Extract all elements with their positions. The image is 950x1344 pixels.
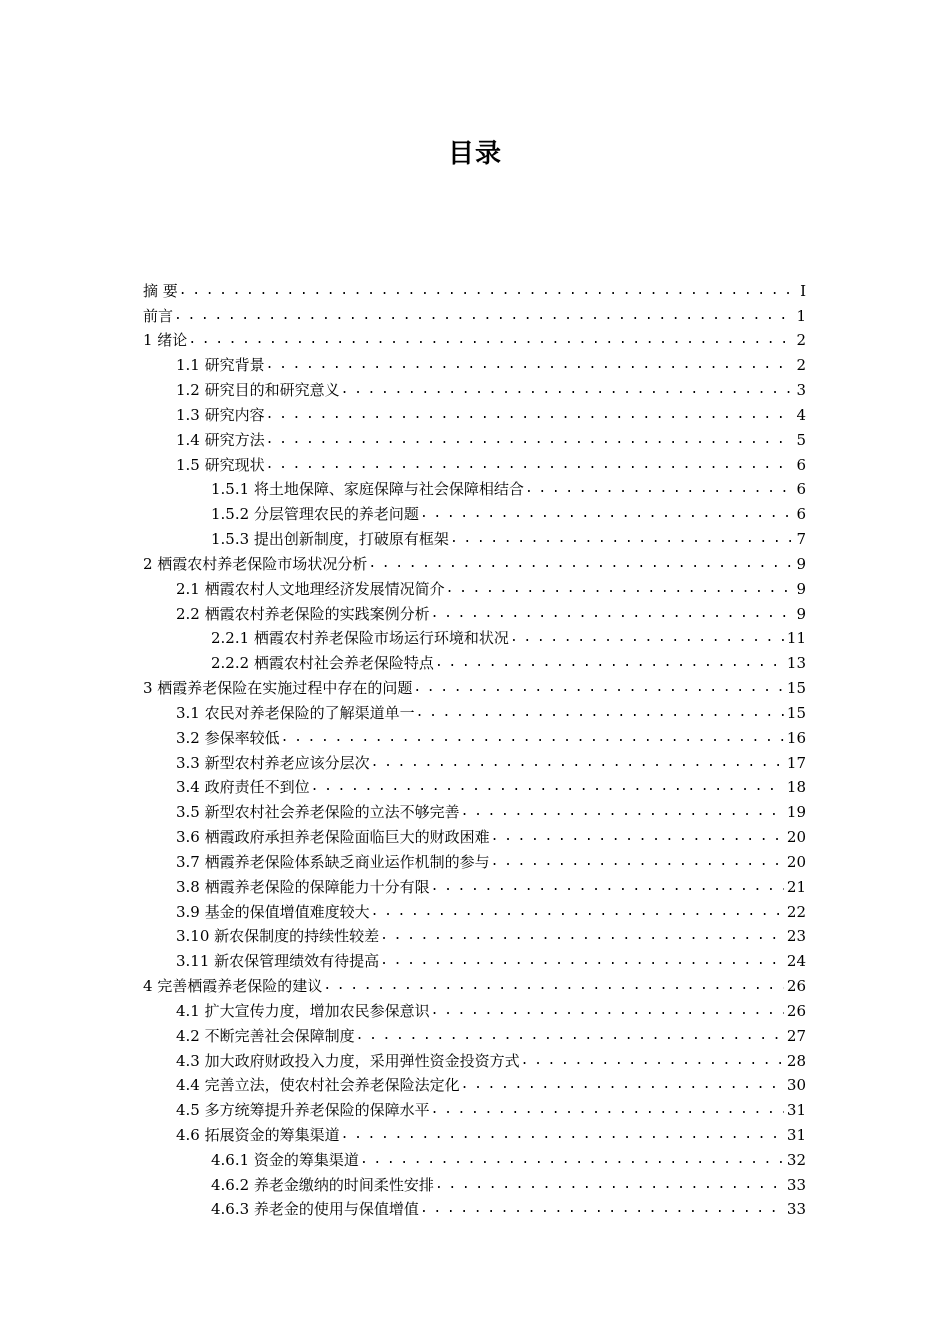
toc-entry-title: 1.5.2 分层管理农民的养老问题	[211, 505, 419, 524]
toc-entry[interactable]	[143, 822, 806, 847]
toc-entry[interactable]	[143, 1120, 806, 1145]
toc-entry-title: 1.3 研究内容	[176, 405, 265, 424]
toc-dot-leader	[174, 306, 793, 326]
toc-entry-page: 23	[786, 927, 806, 946]
toc-entry-page: 7	[796, 530, 806, 549]
toc-dot-leader	[446, 579, 794, 599]
toc-entry-page: I	[800, 281, 806, 300]
toc-entry[interactable]	[143, 723, 806, 748]
toc-entry[interactable]	[143, 773, 806, 798]
toc-entry[interactable]	[143, 1145, 806, 1170]
toc-entry-page: 26	[786, 977, 806, 996]
toc-entry-title: 3.8 栖霞养老保险的保障能力十分有限	[176, 877, 430, 896]
toc-entry-page: 20	[786, 828, 806, 847]
toc-entry-page: 6	[796, 455, 806, 474]
toc-entry[interactable]	[143, 524, 806, 549]
toc-entry[interactable]	[143, 326, 806, 351]
toc-entry-page: 20	[786, 852, 806, 871]
toc-dot-leader	[461, 1075, 784, 1095]
toc-dot-leader	[311, 777, 784, 797]
toc-dot-leader	[435, 653, 784, 673]
toc-entry-page: 15	[786, 679, 806, 698]
toc-dot-leader	[188, 330, 793, 350]
toc-entry-title: 3.7 栖霞养老保险体系缺乏商业运作机制的参与	[176, 852, 490, 871]
toc-entry[interactable]	[143, 450, 806, 475]
toc-entry-page: 17	[786, 753, 806, 772]
toc-entry-page: 9	[796, 579, 806, 598]
toc-entry-title: 4.2 不断完善社会保障制度	[176, 1026, 355, 1045]
toc-entry-page: 26	[786, 1001, 806, 1020]
toc-entry-page: 33	[786, 1200, 806, 1219]
toc-entry-page: 11	[786, 629, 806, 648]
toc-entry-page: 21	[786, 877, 806, 896]
toc-entry-title: 2 栖霞农村养老保险市场状况分析	[143, 554, 368, 573]
toc-dot-leader	[431, 604, 794, 624]
toc-entry-page: 1	[796, 306, 806, 325]
toc-entry-title: 1.2 研究目的和研究意义	[176, 381, 340, 400]
toc-dot-leader	[281, 728, 784, 748]
toc-dot-leader	[431, 1001, 784, 1021]
toc-entry-page: 2	[796, 356, 806, 375]
toc-dot-leader	[420, 1199, 784, 1219]
toc-entry[interactable]	[143, 549, 806, 574]
toc-dot-leader	[266, 355, 794, 375]
toc-entry[interactable]	[143, 1195, 806, 1220]
toc-dot-leader	[413, 678, 784, 698]
toc-entry[interactable]	[143, 698, 806, 723]
toc-entry[interactable]	[143, 599, 806, 624]
toc-entry[interactable]	[143, 574, 806, 599]
toc-entry-page: 9	[796, 604, 806, 623]
toc-entry-page: 22	[786, 902, 806, 921]
toc-entry[interactable]	[143, 946, 806, 971]
toc-dot-leader	[450, 529, 794, 549]
toc-entry-title: 3.4 政府责任不到位	[176, 778, 310, 797]
toc-entry-page: 6	[796, 505, 806, 524]
toc-entry-page: 28	[786, 1051, 806, 1070]
toc-entry-title: 前言	[143, 306, 174, 325]
toc-entry-page: 5	[796, 430, 806, 449]
toc-entry-title: 1.1 研究背景	[176, 356, 265, 375]
toc-dot-leader	[380, 951, 784, 971]
toc-dot-leader	[371, 902, 784, 922]
toc-dot-leader	[380, 926, 784, 946]
toc-dot-leader	[341, 380, 794, 400]
toc-dot-leader	[420, 504, 794, 524]
toc-entry-page: 27	[786, 1026, 806, 1045]
toc-dot-leader	[323, 976, 784, 996]
toc-dot-leader	[266, 430, 794, 450]
toc-entry-title: 2.2.2 栖霞农村社会养老保险特点	[211, 654, 434, 673]
toc-entry-title: 4.6.3 养老金的使用与保值增值	[211, 1200, 419, 1219]
toc-entry-title: 1.5.3 提出创新制度，打破原有框架	[211, 530, 449, 549]
toc-entry-title: 4.6.2 养老金缴纳的时间柔性安排	[211, 1175, 434, 1194]
toc-dot-leader	[431, 877, 784, 897]
toc-entry-title: 3.10 新农保制度的持续性较差	[176, 927, 380, 946]
toc-dot-leader	[461, 802, 784, 822]
toc-dot-leader	[341, 1125, 784, 1145]
toc-entry-page: 18	[786, 778, 806, 797]
toc-entry-page: 30	[786, 1076, 806, 1095]
toc-entry[interactable]	[143, 624, 806, 649]
toc-entry-title: 3.5 新型农村社会养老保险的立法不够完善	[176, 803, 460, 822]
toc-entry-page: 32	[786, 1150, 806, 1169]
toc-dot-leader	[491, 827, 784, 847]
toc-dot-leader	[431, 1100, 784, 1120]
toc-entry-title: 4.6.1 资金的筹集渠道	[211, 1150, 359, 1169]
toc-entry[interactable]	[143, 897, 806, 922]
toc-entry[interactable]	[143, 797, 806, 822]
toc-entry-title: 4 完善栖霞养老保险的建议	[143, 977, 323, 996]
toc-entry[interactable]	[143, 971, 806, 996]
toc-entry-title: 4.1 扩大宣传力度，增加农民参保意识	[176, 1001, 430, 1020]
toc-dot-leader	[266, 405, 794, 425]
toc-entry-title: 1.5 研究现状	[176, 455, 265, 474]
toc-entry-page: 31	[786, 1125, 806, 1144]
page-title: 目录	[447, 139, 502, 169]
toc-dot-leader	[368, 554, 793, 574]
toc-entry-title: 2.2.1 栖霞农村养老保险市场运行环境和状况	[211, 629, 509, 648]
toc-entry-page: 19	[786, 803, 806, 822]
toc-entry-page: 16	[786, 728, 806, 747]
toc-entry-title: 4.3 加大政府财政投入力度，采用弹性资金投资方式	[176, 1051, 520, 1070]
toc-dot-leader	[360, 1150, 784, 1170]
toc-entry[interactable]	[143, 1071, 806, 1096]
toc-entry[interactable]	[143, 499, 806, 524]
toc-dot-leader	[356, 1026, 784, 1046]
toc-entry-page: 15	[786, 703, 806, 722]
toc-entry-title: 4.6 拓展资金的筹集渠道	[176, 1125, 340, 1144]
toc-entry-title: 4.5 多方统筹提升养老保险的保障水平	[176, 1101, 430, 1120]
toc-entry-title: 2.2 栖霞农村养老保险的实践案例分析	[176, 604, 430, 623]
toc-entry[interactable]	[143, 1046, 806, 1071]
toc-entry-title: 4.4 完善立法，使农村社会养老保险法定化	[176, 1076, 460, 1095]
toc-entry[interactable]	[143, 673, 806, 698]
toc-entry-title: 3.1 农民对养老保险的了解渠道单一	[176, 703, 415, 722]
toc-entry[interactable]	[143, 922, 806, 947]
toc-entry-page: 13	[786, 654, 806, 673]
toc-entry-page: 2	[796, 331, 806, 350]
toc-dot-leader	[435, 1175, 784, 1195]
toc-dot-leader	[179, 281, 797, 301]
toc-entry[interactable]	[143, 475, 806, 500]
toc-entry-title: 3.6 栖霞政府承担养老保险面临巨大的财政困难	[176, 828, 490, 847]
toc-dot-leader	[371, 753, 784, 773]
toc-entry-title: 摘 要	[143, 281, 178, 300]
toc-entry-title: 2.1 栖霞农村人文地理经济发展情况简介	[176, 579, 445, 598]
toc-entry-title: 1.5.1 将土地保障、家庭保障与社会保障相结合	[211, 480, 524, 499]
toc-entry-title: 1.4 研究方法	[176, 430, 265, 449]
toc-entry-title: 3.2 参保率较低	[176, 728, 280, 747]
toc-dot-leader	[416, 703, 784, 723]
toc-entry-title: 3.9 基金的保值增值难度较大	[176, 902, 370, 921]
toc-entry-page: 31	[786, 1101, 806, 1120]
toc-entry[interactable]	[143, 400, 806, 425]
toc-entry-page: 3	[796, 381, 806, 400]
toc-entry[interactable]	[143, 648, 806, 673]
toc-entry[interactable]	[143, 375, 806, 400]
toc-entry[interactable]	[143, 1170, 806, 1195]
toc-entry[interactable]	[143, 748, 806, 773]
toc-entry-page: 6	[796, 480, 806, 499]
toc-entry-title: 3.3 新型农村养老应该分层次	[176, 753, 370, 772]
toc-dot-leader	[521, 1051, 784, 1071]
toc-entry[interactable]	[143, 350, 806, 375]
toc-entry-page: 9	[796, 554, 806, 573]
toc-entry[interactable]	[143, 847, 806, 872]
toc-entry[interactable]	[143, 872, 806, 897]
toc-entry[interactable]	[143, 301, 806, 326]
toc-entry-title: 3.11 新农保管理绩效有待提高	[176, 952, 380, 971]
toc-entry[interactable]	[143, 425, 806, 450]
toc-entry[interactable]	[143, 276, 806, 301]
toc-entry[interactable]	[143, 1021, 806, 1046]
toc-dot-leader	[525, 479, 794, 499]
toc-dot-leader	[266, 455, 794, 475]
table-of-contents	[143, 276, 806, 1219]
toc-entry-title: 3 栖霞养老保险在实施过程中存在的问题	[143, 679, 413, 698]
toc-entry-page: 33	[786, 1175, 806, 1194]
toc-entry[interactable]	[143, 1095, 806, 1120]
toc-entry-page: 4	[796, 405, 806, 424]
toc-dot-leader	[491, 852, 784, 872]
toc-dot-leader	[510, 628, 784, 648]
toc-entry[interactable]	[143, 996, 806, 1021]
toc-entry-page: 24	[786, 952, 806, 971]
toc-entry-title: 1 绪论	[143, 331, 188, 350]
